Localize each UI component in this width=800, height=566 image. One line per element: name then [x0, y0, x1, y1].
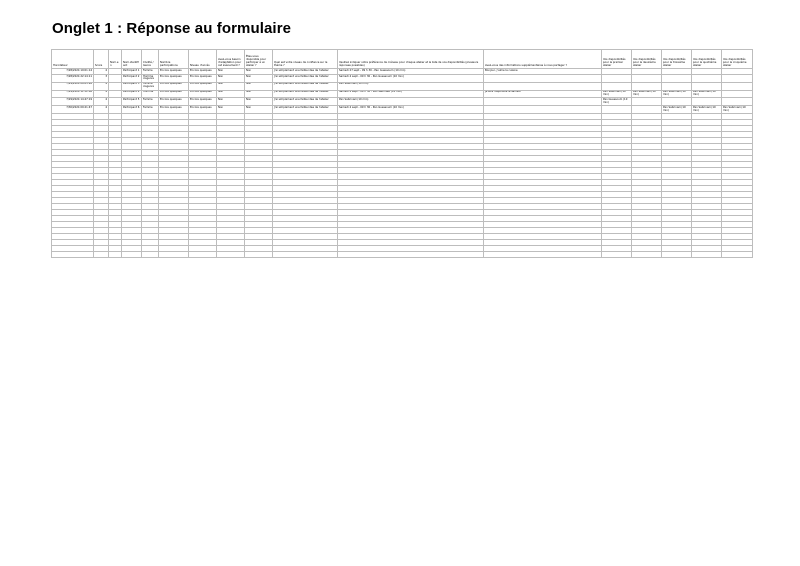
- table-cell: Encore quelques: [189, 106, 217, 114]
- table-cell: [602, 82, 632, 90]
- table-cell: [722, 90, 753, 98]
- table-cell: 4: [94, 98, 109, 106]
- table-cell: Non: [217, 106, 245, 114]
- table-cell: [189, 252, 217, 258]
- table-cell: Je suis disponible le samedi: [484, 90, 602, 98]
- column-header: Vos disponibilités pour le quatrième atelier: [692, 50, 722, 69]
- column-header: Nom.identifiant: [122, 50, 142, 69]
- table-cell: Encore quelques: [189, 82, 217, 90]
- table-cell: Pan Sabrinazi (10 min): [692, 106, 722, 114]
- column-header: Nom.en: [109, 50, 122, 69]
- column-header: Vos disponibilités pour le troisième atelier: [662, 50, 692, 69]
- table-cell: Pan Sabrinazi (10 min): [662, 106, 692, 114]
- table-cell: Pan Sabrinazi (10 min): [722, 106, 753, 114]
- column-header: Civilité / Genre: [142, 50, 159, 69]
- table-cell: Pan Sabrinazi (10 min): [338, 98, 484, 106]
- table-cell: Encore quelques: [159, 69, 189, 75]
- table-cell: J'ai simplement une faible idée de l'atelier: [273, 106, 338, 114]
- table-cell: [692, 252, 722, 258]
- table-cell: Pan Sabrinazi (10 min): [338, 82, 484, 90]
- table-cell: [245, 252, 273, 258]
- table-cell: Homme cisgenre: [142, 75, 159, 83]
- table-cell: [52, 252, 94, 258]
- table-cell: [602, 106, 632, 114]
- table-cell: [273, 252, 338, 258]
- table-cell: J'ai simplement une faible idée de l'atelier: [273, 90, 338, 98]
- column-header: Avez-vous besoin d'adaptation pour cet évènement ?: [217, 50, 245, 69]
- table-cell: 7/29/2024 08:05:26: [52, 82, 94, 90]
- table-row: [52, 90, 753, 98]
- column-header: Vos disponibilités pour le deuxième atelier: [632, 50, 662, 69]
- table-cell: [722, 75, 753, 83]
- table-cell: Non: [245, 82, 273, 90]
- table-cell: [722, 82, 753, 90]
- table-cell: [632, 106, 662, 114]
- table-cell: [632, 252, 662, 258]
- table-cell: Non: [217, 75, 245, 83]
- table-cell: [602, 75, 632, 83]
- table-cell: Femme: [142, 69, 159, 75]
- table-cell: Non: [245, 106, 273, 114]
- table-cell: Femme: [142, 106, 159, 114]
- table-cell: [109, 106, 122, 114]
- table-cell: 7/29/2024 14:47:19: [52, 98, 94, 106]
- table-cell: Encore quelques: [189, 98, 217, 106]
- table-cell: Encore quelques: [159, 98, 189, 106]
- table-cell: J'ai simplement une faible idée de l'atelier: [273, 98, 338, 106]
- page-title: Onglet 1 : Réponse au formulaire: [52, 20, 292, 37]
- table-cell: Encore quelques: [189, 69, 217, 75]
- table-body: [52, 69, 753, 258]
- table-cell: [662, 82, 692, 90]
- responses-table: [51, 49, 753, 258]
- table-cell: Non: [217, 69, 245, 75]
- table-cell: Pan Sabrinazi (10 min): [662, 90, 692, 98]
- column-header: Quel est votre niveau de confiance sur le thème ?: [273, 50, 338, 69]
- table-cell: Pan Sabrinazi (10 min): [632, 90, 662, 98]
- table-cell: [109, 98, 122, 106]
- table-cell: Participant 6: [122, 106, 142, 114]
- table-cell: [662, 75, 692, 83]
- table-cell: Non: [245, 98, 273, 106]
- table-cell: 3: [94, 75, 109, 83]
- table-cell: 4: [94, 90, 109, 98]
- column-header: Nombre participations: [159, 50, 189, 69]
- table-cell: Non: [217, 98, 245, 106]
- table-cell: [122, 252, 142, 258]
- table-cell: 7/28/2024 22:14:11: [52, 75, 94, 83]
- table-cell: Encore quelques: [159, 75, 189, 83]
- table-cell: 4: [94, 106, 109, 114]
- table-cell: [602, 252, 632, 258]
- table-cell: [94, 252, 109, 258]
- table-cell: J'ai simplement une faible idée de l'atelier: [273, 69, 338, 75]
- table-cell: [109, 75, 122, 83]
- table-cell: Samedi 4 sept - 09 h 30 - Pan Sabrinazi (10 min): [338, 90, 484, 98]
- table-cell: [722, 98, 753, 106]
- table-cell: Samedi 27 sept - 09 h 30 - Pan Guessoum (10 min): [338, 69, 484, 75]
- table-cell: [662, 252, 692, 258]
- table-cell: [692, 98, 722, 106]
- table-cell: Encore quelques: [159, 106, 189, 114]
- table-row: [52, 106, 753, 114]
- table-cell: [109, 90, 122, 98]
- column-header: Score: [94, 50, 109, 69]
- table-cell: [484, 252, 602, 258]
- table-cell: 4: [94, 82, 109, 90]
- table-cell: Non: [245, 75, 273, 83]
- column-header: Vos disponibilités pour le cinquième atelier: [722, 50, 753, 69]
- table-row: [52, 98, 753, 106]
- table-cell: [217, 252, 245, 258]
- table-cell: [692, 82, 722, 90]
- table-cell: [109, 82, 122, 90]
- column-header: Êtes-vous disponible pour participer à un atelier ?: [245, 50, 273, 69]
- table-cell: [484, 98, 602, 106]
- table-cell: Pan Sabrinazi (10 min): [692, 90, 722, 98]
- table-row: [52, 82, 753, 90]
- table-cell: [159, 252, 189, 258]
- table-row: [52, 75, 753, 83]
- table-cell: Non: [217, 82, 245, 90]
- table-cell: Pan Guessoum (10 min): [602, 98, 632, 106]
- table-cell: [484, 82, 602, 90]
- table-cell: Non: [245, 69, 273, 75]
- table-cell: 4: [94, 69, 109, 75]
- table-cell: Non: [245, 90, 273, 98]
- table-cell: [338, 252, 484, 258]
- table-cell: Femme cisgenre: [142, 82, 159, 90]
- table-cell: Participant 2: [122, 75, 142, 83]
- table-cell: [632, 75, 662, 83]
- table-cell: Femme: [142, 98, 159, 106]
- table-cell: Samedi 4 sept - 09 h 30 - Pan Guessoum (10 min): [338, 75, 484, 83]
- table-cell: [632, 82, 662, 90]
- table-cell: 7/30/2024 09:21:47: [52, 106, 94, 114]
- column-header: Vos disponibilités pour le premier atelier: [602, 50, 632, 69]
- table-cell: Encore quelques: [159, 82, 189, 90]
- table-cell: Samedi 4 sept - 09 h 30 - Pan Guessoum (10 min): [338, 106, 484, 114]
- column-header: Veuillez indiquer votre préférence de créneau pour chaque atelier et la liste de vos disponibilités (plusieurs réponses possibles): [338, 50, 484, 69]
- table-cell: Participant 4: [122, 90, 142, 98]
- table-cell: J'ai simplement une faible idée de l'atelier: [273, 75, 338, 83]
- table-cell: [722, 252, 753, 258]
- table-cell: Encore quelques: [189, 90, 217, 98]
- column-header: Niveau d'accès: [189, 50, 217, 69]
- table-cell: J'ai simplement une faible idée de l'atelier: [273, 82, 338, 90]
- table-row: [52, 252, 753, 258]
- table-cell: Participant 5: [122, 98, 142, 106]
- column-header: Avez-vous des informations supplémentaires à nous partager ?: [484, 50, 602, 69]
- table-cell: [662, 98, 692, 106]
- table-cell: Bonjour, j'aime la cuisine: [484, 69, 602, 75]
- header-row: [52, 50, 753, 69]
- table-cell: Pan Sabrinazi (10 min): [602, 90, 632, 98]
- table-cell: [142, 252, 159, 258]
- table-cell: [484, 106, 602, 114]
- table-cell: Encore quelques: [159, 90, 189, 98]
- table-cell: Non: [217, 90, 245, 98]
- table-cell: Homme: [142, 90, 159, 98]
- table-cell: [109, 252, 122, 258]
- table-cell: 7/28/2024 19:01:14: [52, 69, 94, 75]
- table-cell: Participant 1: [122, 69, 142, 75]
- table-cell: 7/29/2024 11:32:08: [52, 90, 94, 98]
- table-cell: [692, 75, 722, 83]
- column-header: Horodateur: [52, 50, 94, 69]
- table-cell: [632, 98, 662, 106]
- table-cell: Encore quelques: [189, 75, 217, 83]
- table-cell: [484, 75, 602, 83]
- table-cell: Participant 3: [122, 82, 142, 90]
